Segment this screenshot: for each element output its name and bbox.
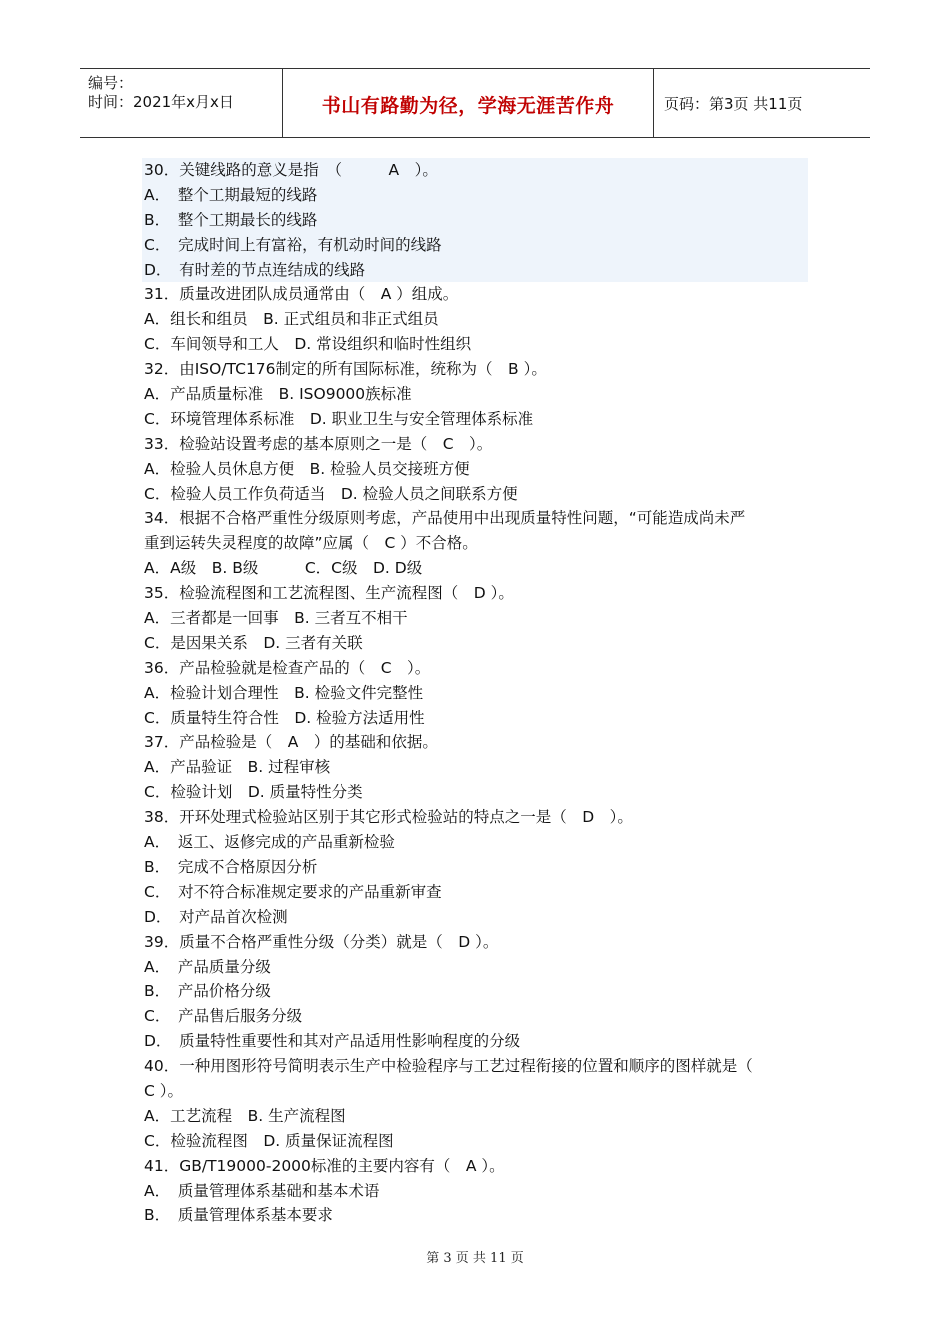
text-line: C． 产品售后服务分级 — [144, 1007, 303, 1026]
question-stem: 35．检验流程图和工艺流程图、生产流程图（ D ）。 — [144, 584, 514, 603]
question-stem: 37．产品检验是（ A ）的基础和依据。 — [144, 733, 438, 752]
text-line: B． 产品价格分级 — [144, 982, 271, 1001]
page-header — [80, 68, 870, 138]
text-line: C ）。 — [144, 1081, 183, 1100]
header-meta-cell — [80, 69, 283, 137]
question-stem: 31．质量改进团队成员通常由（ A ）组成。 — [144, 285, 459, 304]
question-stem: 32．由ISO/TC176制定的所有国际标准，统称为（ B ）。 — [144, 360, 547, 379]
text-line: C．检验计划 D. 质量特性分类 — [144, 783, 363, 802]
text-line: A．检验人员休息方便 B. 检验人员交接班方便 — [144, 459, 470, 478]
text-line: A． 返工、返修完成的产品重新检验 — [144, 833, 395, 852]
document-number-label: 编号： — [88, 74, 134, 92]
text-line: A．产品验证 B. 过程审核 — [144, 758, 331, 777]
text-line: A． 质量管理体系基础和基本术语 — [144, 1181, 380, 1200]
text-line: C．环境管理体系标准 D. 职业卫生与安全管理体系标准 — [144, 409, 534, 428]
text-line: A．产品质量标准 B. ISO9000族标准 — [144, 385, 412, 404]
text-line: B． 整个工期最长的线路 — [144, 210, 318, 229]
text-line: D． 对产品首次检测 — [144, 907, 288, 926]
question-stem: 39．质量不合格严重性分级（分类）就是（ D ）。 — [144, 932, 499, 951]
document-date: 时间：2021年x月x日 — [88, 93, 234, 111]
text-line: 重到运转失灵程度的故障”应属（ C ）不合格。 — [144, 534, 478, 553]
header-page-cell — [654, 69, 870, 137]
text-line: D． 有时差的节点连结成的线路 — [144, 260, 366, 279]
question-stem: 41．GB/T19000-2000标准的主要内容有（ A ）。 — [144, 1156, 505, 1175]
text-line: C．检验人员工作负荷适当 D. 检验人员之间联系方便 — [144, 484, 518, 503]
question-list — [144, 158, 810, 1228]
header-page-info: 页码：第3页 共11页 — [664, 95, 803, 113]
header-motto: 书山有路勤为径，学海无涯苦作舟 — [321, 95, 615, 117]
text-line: C．是因果关系 D. 三者有关联 — [144, 633, 363, 652]
text-line: C．检验流程图 D. 质量保证流程图 — [144, 1131, 394, 1150]
text-line: D． 质量特性重要性和其对产品适用性影响程度的分级 — [144, 1032, 521, 1051]
text-line: C．车间领导和工人 D. 常设组织和临时性组织 — [144, 335, 472, 354]
text-line: C．质量特生符合性 D. 检验方法适用性 — [144, 708, 425, 727]
text-line: A．工艺流程 B. 生产流程图 — [144, 1106, 346, 1125]
text-line: B． 质量管理体系基本要求 — [144, 1206, 333, 1225]
text-line: A．组长和组员 B. 正式组员和非正式组员 — [144, 310, 439, 329]
text-line: A． 产品质量分级 — [144, 957, 271, 976]
text-line: C． 对不符合标准规定要求的产品重新审查 — [144, 882, 442, 901]
text-line: A．A级 B. B级 C．C级 D. D级 — [144, 559, 423, 578]
page-footer: 第 3 页 共 11 页 — [426, 1251, 524, 1266]
question-stem: 38．开环处理式检验站区别于其它形式检验站的特点之一是（ D ）。 — [144, 808, 633, 827]
question-stem: 33．检验站设置考虑的基本原则之一是（ C ）。 — [144, 434, 493, 453]
question-stem: 40．一种用图形符号简明表示生产中检验程序与工艺过程衔接的位置和顺序的图样就是（ — [144, 1057, 753, 1076]
header-motto-cell — [283, 69, 654, 137]
text-line: A． 整个工期最短的线路 — [144, 185, 318, 204]
question-stem: 34．根据不合格严重性分级原则考虑，产品使用中出现质量特性问题，“可能造成尚未严 — [144, 509, 746, 528]
question-stem: 36．产品检验就是检查产品的（ C ）。 — [144, 658, 431, 677]
question-stem: 30．关键线路的意义是指 （ A ）。 — [144, 161, 438, 179]
text-line: C． 完成时间上有富裕，有机动时间的线路 — [144, 235, 442, 254]
text-line: A．检验计划合理性 B. 检验文件完整性 — [144, 683, 424, 702]
text-line: A．三者都是一回事 B. 三者互不相干 — [144, 609, 408, 628]
text-line: B． 完成不合格原因分析 — [144, 857, 318, 876]
